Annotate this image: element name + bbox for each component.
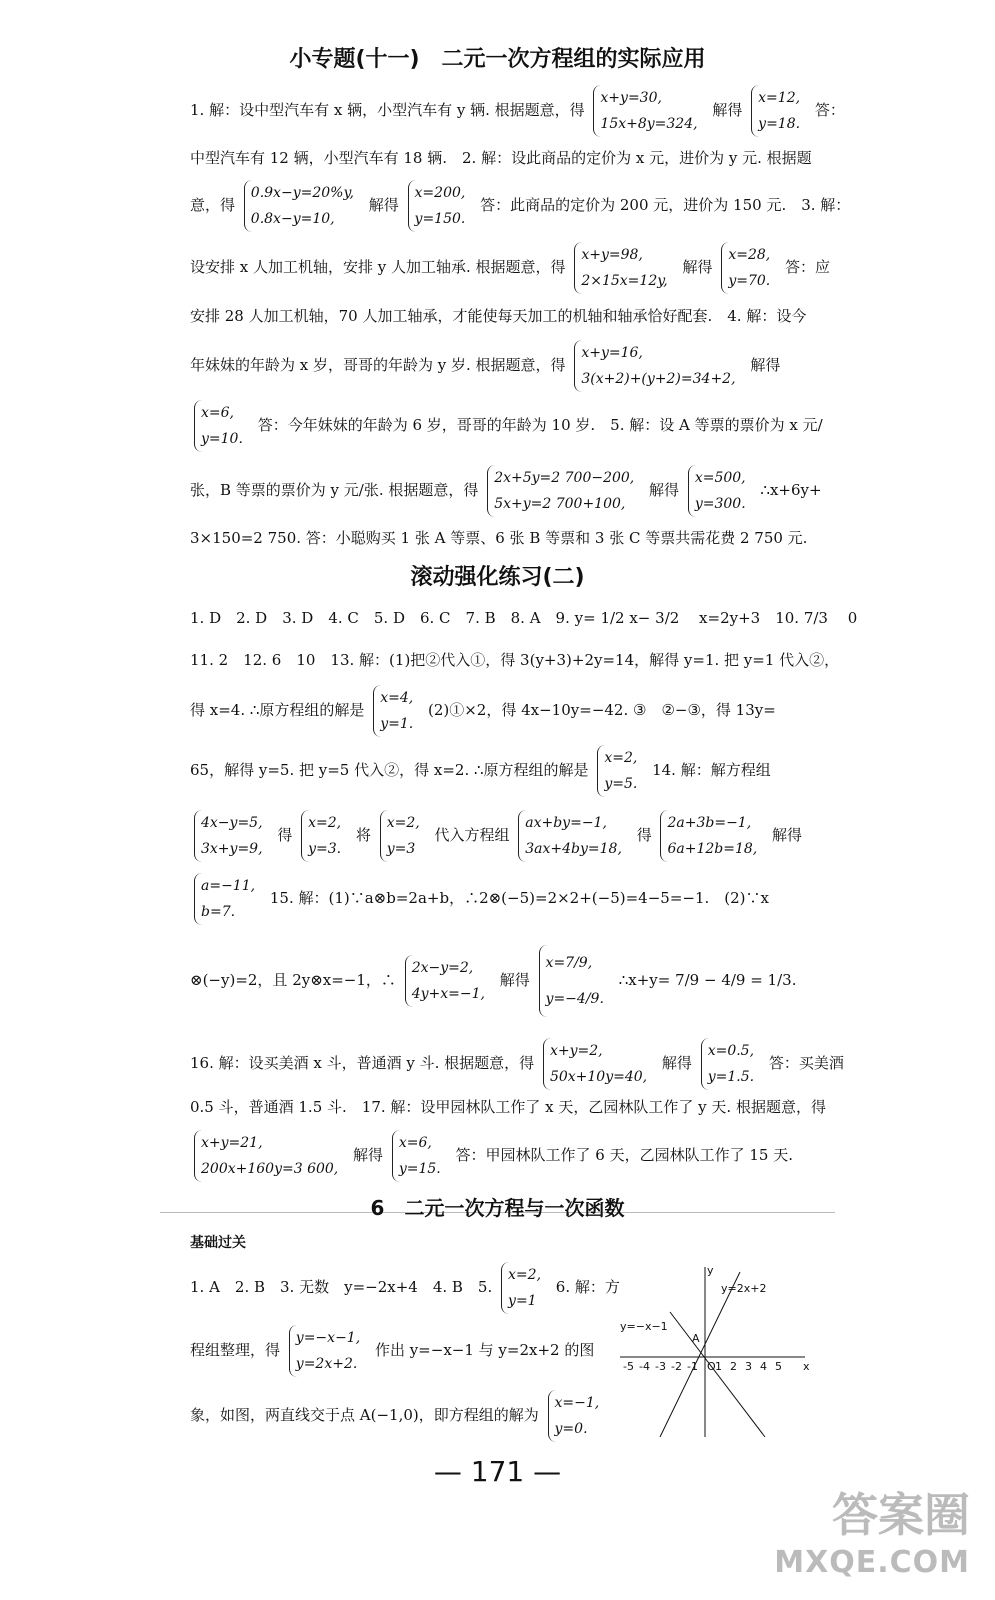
- text-line: 1. 解：设中型汽车有 x 辆，小型汽车有 y 辆. 根据题意，得 x+y=30, 15x+8y=324, 解得 x=12, y=18. 答：: [190, 85, 815, 137]
- equation-system: x+y=30, 15x+8y=324,: [593, 85, 703, 137]
- tick-label: -4: [639, 1360, 650, 1373]
- equation-system: x=28, y=70.: [721, 242, 776, 294]
- tick-label: 3: [745, 1360, 752, 1373]
- graph-x-label: x: [803, 1360, 810, 1373]
- text-line: 3×150=2 750. 答：小聪购买 1 张 A 等票、6 张 B 等票和 3 张 C 等票共需花费 2 750 元.: [190, 529, 808, 547]
- equation-system: x=6, y=10.: [194, 400, 249, 452]
- text-line: x+y=21, 200x+160y=3 600, 解得 x=6, y=15. 答：甲园林队工作了 6 天，乙园林队工作了 15 天.: [190, 1130, 815, 1182]
- graph-label-line1: y=2x+2: [721, 1282, 767, 1295]
- equation-system: 4x−y=5, 3x+y=9,: [194, 810, 269, 862]
- equation-system: x=12, y=18.: [751, 85, 806, 137]
- equation-system: x=0.5, y=1.5.: [701, 1038, 760, 1090]
- section-title-2: 滚动强化练习(二): [410, 565, 585, 590]
- equation-system: x=4, y=1.: [373, 685, 419, 737]
- equation-system: x+y=21, 200x+160y=3 600,: [194, 1130, 344, 1182]
- text-line: 得 x=4. ∴原方程组的解是 x=4, y=1. (2)①×2，得 4x−10y=−42. ③ ②−③，得 13y=: [190, 685, 815, 737]
- graph-y-label: y: [707, 1264, 714, 1277]
- function-graph: [615, 1262, 815, 1442]
- equation-system: 2x+5y=2 700−200, 5x+y=2 700+100,: [487, 465, 640, 517]
- equation-system: ax+by=−1, 3ax+4by=18,: [518, 810, 628, 862]
- text-line: 意，得 0.9x−y=20%y, 0.8x−y=10, 解得 x=200, y=150. 答：此商品的定价为 200 元，进价为 150 元. 3. 解：: [190, 180, 815, 232]
- text-line: x=6, y=10. 答：今年妹妹的年龄为 6 岁，哥哥的年龄为 10 岁. 5. 解：设 A 等票的票价为 x 元/: [190, 400, 815, 452]
- text-line: 安排 28 人加工机轴，70 人加工轴承，才能使每天加工的机轴和轴承恰好配套. 4. 解：设今: [190, 307, 807, 325]
- equation-system: x+y=98, 2×15x=12y,: [574, 242, 673, 294]
- text-line: 张，B 等票的票价为 y 元/张. 根据题意，得 2x+5y=2 700−200, 5x+y=2 700+100, 解得 x=500, y=300. ∴x+6y+: [190, 465, 815, 517]
- graph-label-line2: y=−x−1: [620, 1320, 668, 1333]
- tick-label: -3: [655, 1360, 666, 1373]
- tick-label: 4: [760, 1360, 767, 1373]
- text-line: 4x−y=5, 3x+y=9, 得 x=2, y=3. 将 x=2, y=3 代入方程组 ax+by=−1, 3ax+4by=18, 得 2a+3b=−1, 6a+12b=18, 解得: [190, 810, 815, 862]
- text-line: ⊗(−y)=2，且 2y⊗x=−1，∴ 2x−y=2, 4y+x=−1, 解得 x=7/9, y=−4/9. ∴x+y= 7/9 − 4/9 = 1/3.: [190, 945, 815, 1017]
- text-line: 0.5 斗，普通酒 1.5 斗. 17. 解：设甲园林队工作了 x 天，乙园林队工作了 y 天. 根据题意，得: [190, 1098, 826, 1116]
- equation-system: x+y=16, 3(x+2)+(y+2)=34+2,: [574, 340, 741, 392]
- equation-system: x=2, y=3: [380, 810, 426, 862]
- text-line: a=−11, b=7. 15. 解：(1)∵a⊗b=2a+b，∴2⊗(−5)=2×2+(−5)=4−5=−1. (2)∵x: [190, 873, 815, 925]
- equation-system: x=500, y=300.: [688, 465, 752, 517]
- tick-label: 5: [775, 1360, 782, 1373]
- equation-system: x=7/9, y=−4/9.: [539, 945, 610, 1017]
- equation-system: x=−1, y=0.: [548, 1390, 606, 1442]
- tick-label: -2: [671, 1360, 682, 1373]
- text-line: 16. 解：设买美酒 x 斗，普通酒 y 斗. 根据题意，得 x+y=2, 50x+10y=40, 解得 x=0.5, y=1.5. 答：买美酒: [190, 1038, 815, 1090]
- equation-system: x=200, y=150.: [408, 180, 472, 232]
- equation-system: x=2, y=5.: [597, 745, 643, 797]
- text-line: 1. D 2. D 3. D 4. C 5. D 6. C 7. B 8. A 9. y= 1/2 x− 3/2 x=2y+3 10. 7/3 0: [190, 609, 858, 627]
- tick-label: -5: [623, 1360, 634, 1373]
- text-line: 象，如图，两直线交于点 A(−1,0)，即方程组的解为 x=−1, y=0.: [190, 1390, 665, 1442]
- text-line: 年妹妹的年龄为 x 岁，哥哥的年龄为 y 岁. 根据题意，得 x+y=16, 3(x+2)+(y+2)=34+2, 解得: [190, 340, 815, 392]
- equation-system: y=−x−1, y=2x+2.: [289, 1325, 366, 1377]
- equation-system: x=2, y=3.: [301, 810, 347, 862]
- equation-system: 0.9x−y=20%y, 0.8x−y=10,: [244, 180, 360, 232]
- tick-label: -1: [687, 1360, 698, 1373]
- graph-point-label: A: [692, 1332, 700, 1345]
- section-title-3: 6 二元一次方程与一次函数: [370, 1196, 625, 1220]
- text-line: 设安排 x 人加工机轴，安排 y 人加工轴承. 根据题意，得 x+y=98, 2×15x=12y, 解得 x=28, y=70. 答：应: [190, 242, 815, 294]
- page-number: — 171 —: [433, 1455, 562, 1488]
- section-title-1: 小专题(十一) 二元一次方程组的实际应用: [289, 47, 706, 72]
- equation-system: 2a+3b=−1, 6a+12b=18,: [660, 810, 763, 862]
- text-line: 11. 2 12. 6 10 13. 解：(1)把②代入①，得 3(y+3)+2y=14，解得 y=1. 把 y=1 代入②，: [190, 651, 840, 669]
- equation-system: x=2, y=1: [501, 1262, 547, 1314]
- equation-system: x=6, y=15.: [392, 1130, 447, 1182]
- equation-system: a=−11, b=7.: [194, 873, 261, 925]
- tick-label: 1: [715, 1360, 722, 1373]
- watermark-logo: 答案圈 MXQE.COM: [774, 1488, 970, 1580]
- text-line: 程组整理，得 y=−x−1, y=2x+2. 作出 y=−x−1 与 y=2x+2 的图: [190, 1325, 665, 1377]
- equation-system: x+y=2, 50x+10y=40,: [543, 1038, 653, 1090]
- line-y-2x-2: [660, 1272, 740, 1437]
- line-y-neg-x-1: [670, 1312, 765, 1437]
- subheading: 基础过关: [190, 1235, 246, 1251]
- text-line: 中型汽车有 12 辆，小型汽车有 18 辆. 2. 解：设此商品的定价为 x 元，进价为 y 元. 根据题: [190, 149, 812, 167]
- text-line: 65，解得 y=5. 把 y=5 代入②，得 x=2. ∴原方程组的解是 x=2, y=5. 14. 解：解方程组: [190, 745, 815, 797]
- text-line: 1. A 2. B 3. 无数 y=−2x+4 4. B 5. x=2, y=1 6. 解：方: [190, 1262, 665, 1314]
- graph-origin-label: O: [707, 1360, 716, 1373]
- tick-label: 2: [730, 1360, 737, 1373]
- equation-system: 2x−y=2, 4y+x=−1,: [405, 955, 491, 1007]
